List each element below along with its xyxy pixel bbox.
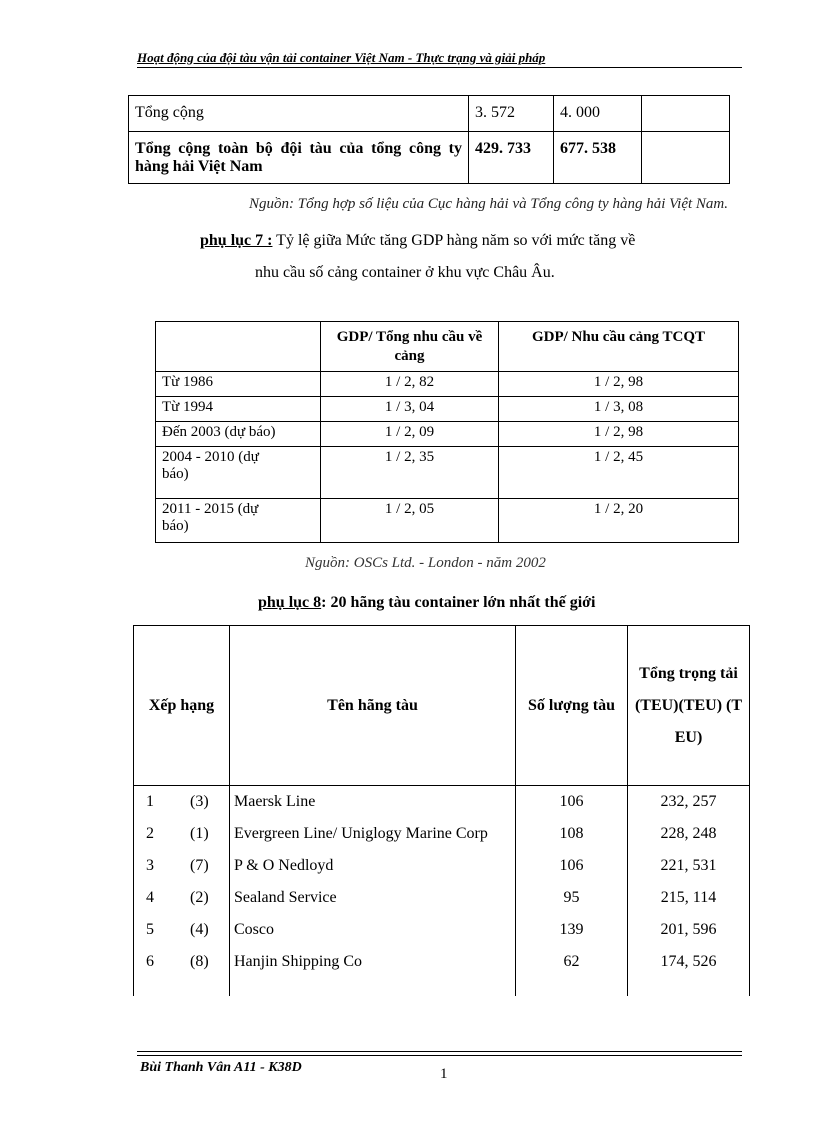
appendix7-text: Tỷ lệ giữa Mức tăng GDP hàng năm so với mức tăng về (272, 232, 636, 249)
running-header: Hoạt động của đội tàu vận tải container Việt Nam - Thực trạng và giải pháp (137, 50, 546, 65)
table-row (134, 818, 750, 850)
carrier-name: Cosco (230, 914, 516, 946)
rank-cell: 5 (4) (134, 914, 230, 946)
footer-divider (137, 1055, 742, 1056)
tonnage: 228, 248 (628, 818, 750, 850)
table-row (156, 422, 739, 447)
value-cell: 4. 000 (554, 96, 642, 132)
rank-cell: 2 (1) (134, 818, 230, 850)
header-carrier-name: Tên hãng tàu (230, 626, 516, 786)
table-row (156, 397, 739, 422)
value-cell (642, 96, 730, 132)
appendix8-caption (258, 594, 595, 612)
footer-divider (137, 1051, 742, 1052)
ship-count: 106 (516, 786, 628, 819)
table-header-row (134, 626, 750, 786)
value-cell: 677. 538 (554, 132, 642, 184)
ship-count: 62 (516, 946, 628, 996)
table-row (134, 946, 750, 996)
footer-author: Bùi Thanh Vân A11 - K38D (140, 1060, 302, 1075)
ratio-cell: 1 / 2, 35 (321, 447, 499, 499)
row-label: Tổng cộng toàn bộ đội tàu của tổng công ty hàng hải Việt Nam (129, 132, 469, 184)
table-row (134, 850, 750, 882)
appendix7-label: phụ lục 7 : (200, 232, 273, 249)
ship-count: 139 (516, 914, 628, 946)
header-rank: Xếp hạng (134, 626, 230, 786)
appendix7-caption-line2: nhu cầu số cảng container ở khu vực Châu Âu. (255, 264, 555, 281)
header-cell: GDP/ Tổng nhu cầu về cảng (321, 322, 499, 372)
top-carriers-table (133, 625, 750, 996)
period-cell: 2004 - 2010 (dự báo) (156, 447, 321, 499)
appendix7-caption (200, 232, 635, 250)
carrier-name: Maersk Line (230, 786, 516, 819)
header-cell: GDP/ Nhu cầu cảng TCQT (499, 322, 739, 372)
ship-count: 106 (516, 850, 628, 882)
gdp-ratio-table (155, 321, 739, 543)
table-row (156, 372, 739, 397)
period-cell: Đến 2003 (dự báo) (156, 422, 321, 447)
ratio-cell: 1 / 3, 08 (499, 397, 739, 422)
carrier-name: P & O Nedloyd (230, 850, 516, 882)
header-cell (156, 322, 321, 372)
carrier-name: Evergreen Line/ Uniglogy Marine Corp (230, 818, 516, 850)
value-cell (642, 132, 730, 184)
carrier-name: Hanjin Shipping Co (230, 946, 516, 996)
table-header-row (156, 322, 739, 372)
ratio-cell: 1 / 2, 45 (499, 447, 739, 499)
table1-source-note: Nguồn: Tổng hợp số liệu của Cục hàng hải và Tổng công ty hàng hải Việt Nam. (249, 196, 728, 212)
rank-cell: 3 (7) (134, 850, 230, 882)
period-cell: Từ 1986 (156, 372, 321, 397)
period-cell: Từ 1994 (156, 397, 321, 422)
table2-source-note: Nguồn: OSCs Ltd. - London - năm 2002 (305, 555, 546, 571)
row-label: Tổng cộng (129, 96, 469, 132)
table-row (134, 914, 750, 946)
rank-cell: 1 (3) (134, 786, 230, 819)
table-row (156, 447, 739, 499)
tonnage: 221, 531 (628, 850, 750, 882)
ratio-cell: 1 / 2, 98 (499, 422, 739, 447)
header-tonnage: Tổng trọng tải(TEU)(TEU) (TEU) (628, 626, 750, 786)
period-cell: 2011 - 2015 (dự báo) (156, 499, 321, 543)
rank-cell: 4 (2) (134, 882, 230, 914)
ratio-cell: 1 / 2, 09 (321, 422, 499, 447)
ship-count: 95 (516, 882, 628, 914)
ratio-cell: 1 / 3, 04 (321, 397, 499, 422)
table-row (134, 786, 750, 819)
ratio-cell: 1 / 2, 82 (321, 372, 499, 397)
table-row (156, 499, 739, 543)
header-divider (137, 67, 742, 68)
table-row (134, 882, 750, 914)
ship-count: 108 (516, 818, 628, 850)
ratio-cell: 1 / 2, 20 (499, 499, 739, 543)
rank-cell: 6 (8) (134, 946, 230, 996)
ratio-cell: 1 / 2, 98 (499, 372, 739, 397)
tonnage: 215, 114 (628, 882, 750, 914)
value-cell: 3. 572 (469, 96, 554, 132)
value-cell: 429. 733 (469, 132, 554, 184)
table-row (129, 96, 730, 132)
fleet-summary-table (128, 95, 730, 184)
appendix8-label: phụ lục 8 (258, 594, 322, 611)
appendix8-title: : 20 hãng tàu container lớn nhất thế giới (321, 594, 596, 611)
tonnage: 232, 257 (628, 786, 750, 819)
tonnage: 174, 526 (628, 946, 750, 996)
ratio-cell: 1 / 2, 05 (321, 499, 499, 543)
page-number: 1 (440, 1066, 448, 1082)
tonnage: 201, 596 (628, 914, 750, 946)
header-ship-count: Số lượng tàu (516, 626, 628, 786)
carrier-name: Sealand Service (230, 882, 516, 914)
table-row (129, 132, 730, 184)
